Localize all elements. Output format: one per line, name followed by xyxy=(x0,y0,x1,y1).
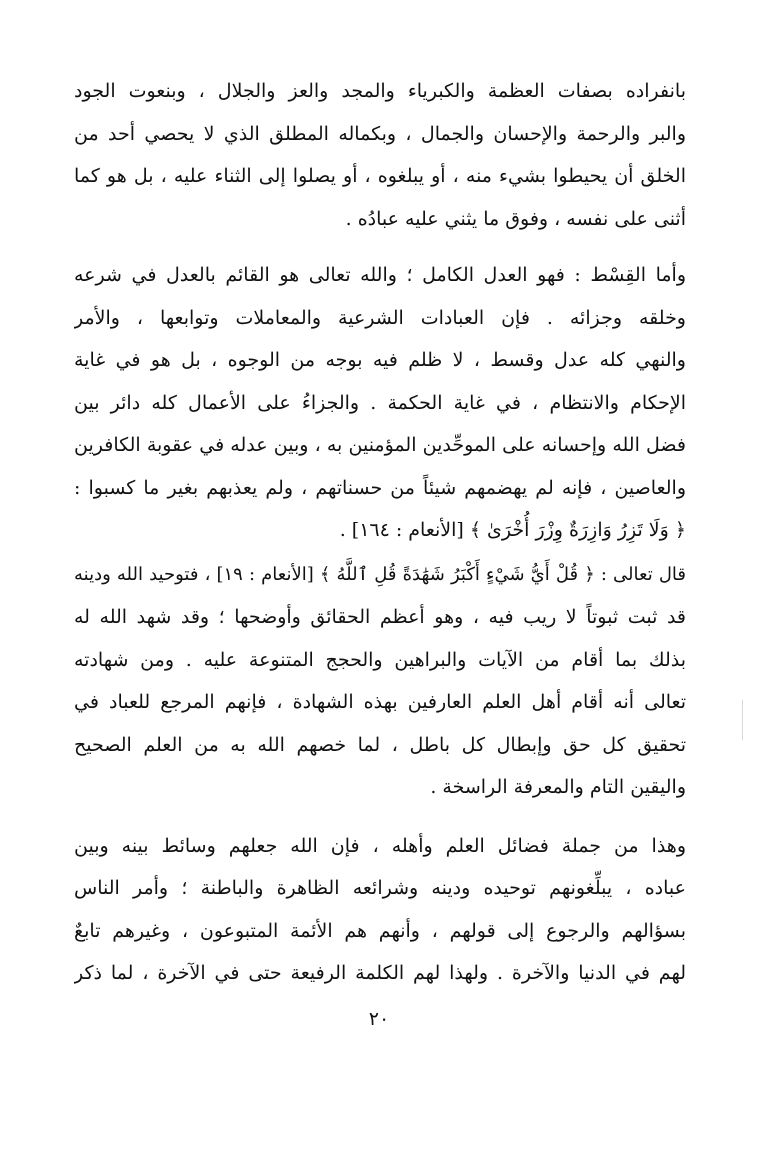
text-line: فضل الله وإحسانه على الموحِّدين المؤمنين به ، وبين عدله في عقوبة الكافرين xyxy=(74,434,686,456)
text-line: لهم في الدنيا والآخرة . ولهذا لهم الكلمة الرفيعة حتى في الآخرة ، لما ذكر xyxy=(74,962,686,984)
text-line: قال تعالى : ﴿ قُلْ أَيُّ شَيْءٍ أَكْبَرُ شَهَٰدَةً قُلِ ٱللَّهُ ﴾ [الأنعام : ١٩] ، فتوحيد الله ودينه xyxy=(74,563,686,585)
text-line: والعاصين ، فإنه لم يهضمهم شيئاً من حسناتهم ، ولم يعذبهم بغير ما كسبوا : xyxy=(74,476,686,499)
text-line: تحقيق كل حق وإبطال كل باطل ، لما خصهم الله به من العلم الصحيح xyxy=(74,733,686,756)
text-line: بسؤالهم والرجوع إلى قولهم ، وأنهم هم الأئمة المتبوعون ، وغيرهم تابعٌ xyxy=(74,919,686,942)
text-line: أثنى على نفسه ، وفوق ما يثني عليه عبادُه . xyxy=(345,207,686,230)
page-number: ٢٠ xyxy=(368,1008,390,1030)
text-line: وهذا من جملة فضائل العلم وأهله ، فإن الله جعلهم وسائط بينه وبين xyxy=(74,834,686,857)
quran-verse-line: ﴿ وَلَا تَزِرُ وَازِرَةٌ وِزْرَ أُخْرَىٰ ﴾ [الأنعام : ١٦٤] . xyxy=(339,519,686,541)
text-line: عباده ، يبلِّغونهم توحيده ودينه وشرائعه الظاهرة والباطنة ؛ وأمر الناس xyxy=(74,877,686,899)
text-line: الإحكام والانتظام ، في غاية الحكمة . والجزاءُ على الأعمال كله دائر بين xyxy=(74,391,686,414)
paragraph-2 xyxy=(74,254,686,552)
paragraph-3 xyxy=(74,554,686,809)
text-line: بانفراده بصفات العظمة والكبرياء والمجد والعز والجلال ، وبنعوت الجود xyxy=(74,80,686,102)
text-line: وأما القِسْط : فهو العدل الكامل ؛ والله تعالى هو القائم بالعدل في شرعه xyxy=(74,264,686,286)
margin-mark xyxy=(742,700,743,740)
page-body xyxy=(74,70,686,995)
paragraph-1 xyxy=(74,70,686,240)
text-line: بذلك بما أقام من الآيات والبراهين والحجج المتنوعة عليه . ومن شهادته xyxy=(74,648,686,671)
text-line: تعالى أنه أقام أهل العلم العارفين بهذه الشهادة ، فإنهم المرجع للعباد في xyxy=(74,691,686,713)
text-line: والنهي كله عدل وقسط ، لا ظلم فيه بوجه من الوجوه ، بل هو في غاية xyxy=(74,349,686,371)
text-line: واليقين التام والمعرفة الراسخة . xyxy=(430,776,686,798)
text-line: وخلقه وجزائه . فإن العبادات الشرعية والمعاملات وتوابعها ، والأمر xyxy=(74,306,686,329)
text-line: قد ثبت ثبوتاً لا ريب فيه ، وهو أعظم الحقائق وأوضحها ؛ وقد شهد الله له xyxy=(74,606,686,628)
paragraph-4 xyxy=(74,825,686,995)
text-line: الخلق أن يحيطوا بشيء منه ، أو يبلغوه ، أو يصلوا إلى الثناء عليه ، بل هو كما xyxy=(74,165,686,187)
text-line: والبر والرحمة والإحسان والجمال ، وبكماله المطلق الذي لا يحصي أحد من xyxy=(74,122,686,145)
